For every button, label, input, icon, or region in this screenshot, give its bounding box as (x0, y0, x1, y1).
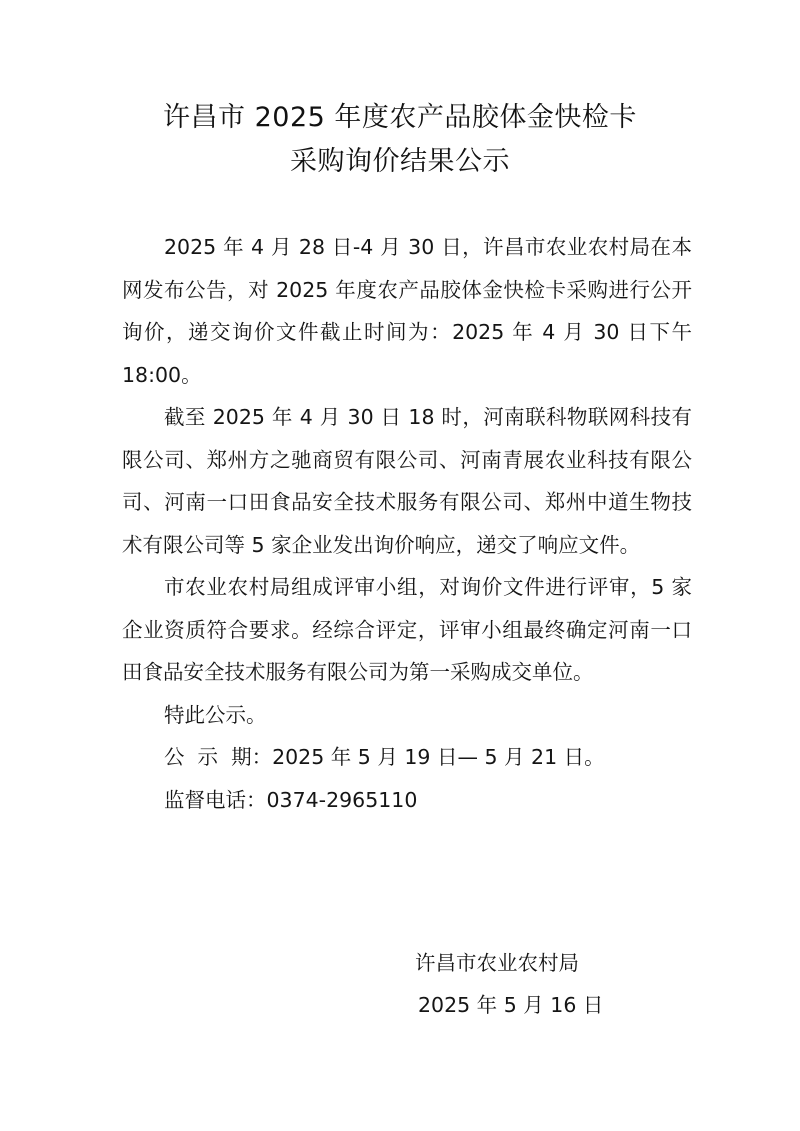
notice-period: 公 示 期：2025 年 5 月 19 日— 5 月 21 日。 (164, 745, 605, 769)
document-title-line2: 采购询价结果公示 (290, 146, 510, 177)
document-body (122, 226, 692, 821)
supervision-phone: 监督电话：0374-2965110 (164, 787, 418, 812)
document-title-line1: 许昌市 2025 年度农产品胶体金快检卡 (163, 102, 637, 133)
signature-organization: 许昌市农业农村局 (415, 951, 579, 975)
closing-statement: 特此公示。 (164, 702, 267, 727)
paragraph-review-result: 市农业农村局组成评审小组，对询价文件进行评审，5 家企业资质符合要求。经综合评定，评审小组最终确定河南一口田食品安全技术服务有限公司为第一采购成交单位。 (122, 575, 692, 684)
paragraph-announcement: 2025 年 4 月 28 日-4 月 30 日，许昌市农业农村局在本网发布公告，对 2025 年度农产品胶体金快检卡采购进行公开询价，递交询价文件截止时间为：2025 年 4 月 30 日下午 18:00。 (122, 235, 692, 387)
paragraph-responses: 截至 2025 年 4 月 30 日 18 时，河南联科物联网科技有限公司、郑州方之驰商贸有限公司、河南青展农业科技有限公司、河南一口田食品安全技术服务有限公司、郑州中道生物技术有限公司等 5 家企业发出询价响应，递交了响应文件。 (122, 405, 692, 557)
signature-date: 2025 年 5 月 16 日 (418, 993, 604, 1017)
